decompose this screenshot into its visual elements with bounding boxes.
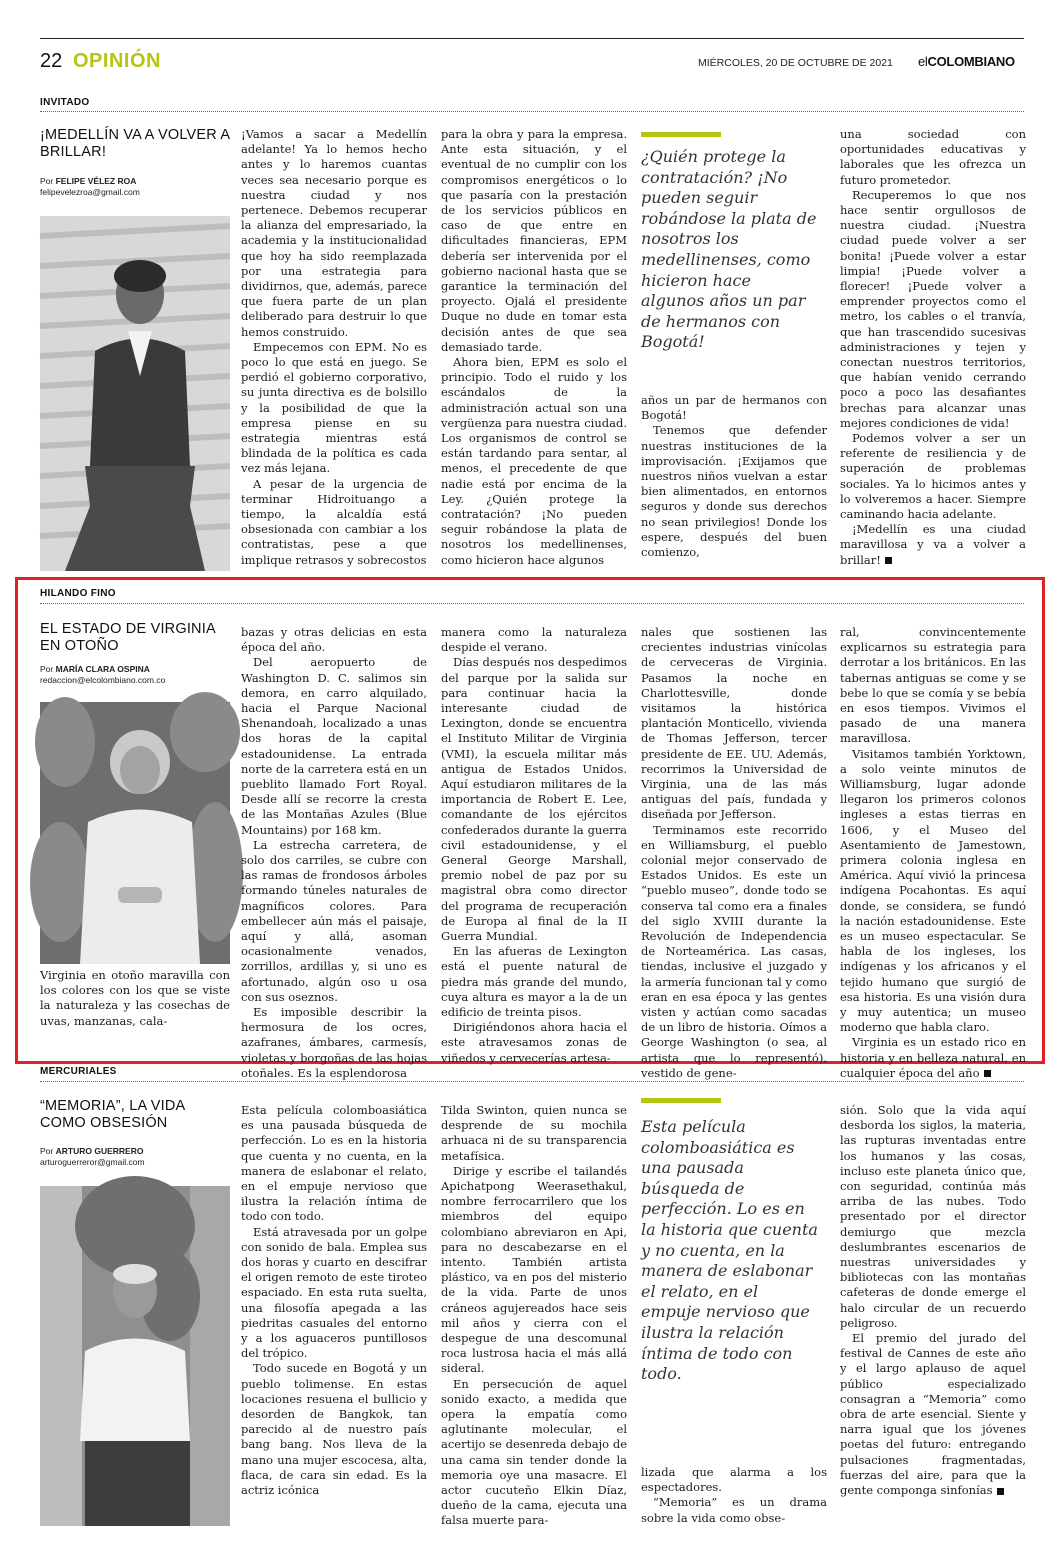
header-rule [40,38,1024,39]
pull-quote: ¿Quién protege la contratación? ¡No pueden seguir robándose la plata de nosotros los medellinenses, como hicieron hace algunos años un par de hermanos con Bogotá! [641,147,817,352]
article2-column-3: nales que sostienen las crecientes industrias vinícolas de cerveceras de Virginia. Pasamos la noche en Charlottesville, donde visitamos la histórica plantación Monticello, vivienda de Thomas Jefferson, tercer presidente de EE. UU. Además, recorrimos la Universidad de Virginia, una de las más antiguas del país, fundada y diseñada por Jefferson. Terminamos este recorrido en Williamsburg, el pueblo colonial mejor conservado de Estados Unidos. Es este un “pueblo museo”, donde todo se conserva tal como era a finales del siglo XVIII durante la Revolución de Independencia de Norteamérica. Las casas, tiendas, inclusive el juzgado y la armería funcionan tal y como eran en esa época y las gentes visten y actúan como sacadas de un libro de historia. Oímos a George Washington (o sea, al artista que lo representó), vestido de gene- [641,625,827,1080]
article-title: ¡MEDELLÍN VA A VOLVER A BRILLAR! [40,127,230,160]
quote-accent-bar [641,132,721,137]
article-byline: Por ARTURO GUERRERO arturoguerreror@gmail.com [40,1146,145,1167]
newspaper-logo: elCOLOMBIANO [918,54,1015,69]
article2-column-4: ral, convincentemente explicarnos su estrategia para derrotar a los británicos. En las tabernas antiguas se come y se bebe lo que se comía y se bebía en esos tiempos. Vivimos el pasado de una manera maravillosa. Visitamos también Yorktown, a solo veinte minutos de Williamsburg, lugar adonde llegaron los primeros colonos ingleses a estas tierras en 1606, y el Museo del Asentamiento de Jamestown, primera colonia inglesa en América. Aquí vivió la princesa indígena Pocahontas. Es aquí donde, se considera, se fundó la nación estadounidense. Este es un museo espectacular. Se habla de los ingleses, los indígenas y los africanos y el tejido humano que surgió de esa historia. Es una visión dura y muy autentica; un museo moderno que habla claro. Virginia es un estado rico en historia y en belleza natural, en cualquier época del año [840,625,1026,1080]
article3-column-4: sión. Solo que la vida aquí desborda los siglos, la materia, las rupturas inventadas entre los humanos y las cosas, incluso este planeta único que, con seguridad, continúa más arriba de las nubes. Todo presentado por el director demiurgo que mezcla deslumbrantes escenarios de nuestras universidades y bibliotecas con las montañas cafeteras de donde emerge el halo circular de un recuerdo peligroso. El premio del jurado del festival de Cannes de este año y el largo aplauso de aquel público especializado consagran a “Memoria” como obra de arte esencial. Siente y narra igual que los jóvenes poetas del futuro: entregando pulsaciones fragmentadas, fuerzas del aire, para que la gente componga sinfonías [840,1103,1026,1498]
author-photo [40,1186,230,1526]
article-byline: Por FELIPE VÉLEZ ROA felipevelezroa@gmail.com [40,176,140,197]
article1-column-1: ¡Vamos a sacar a Medellín adelante! Ya lo hemos hecho antes y lo haremos cuantas veces sea necesario porque es nuestra ciudad y nos pertenece. Debemos recuperar la alianza del empresariado, la academia y la institucionalidad que hoy ha sido reemplazada por una estrategia para dividirnos, que, además, parece que fuera parte de un plan deliberado para destruir lo que hemos construido. Empecemos con EPM. No es poco lo que está en juego. Se perdió el gobierno corporativo, su junta directiva es de bolsillo y la posibilidad de que la empresa piense en su estrategia mientras está blindada de la política es cada vez más lejana. A pesar de la urgencia de terminar Hidroituango a tiempo, la alcaldía está obsesionada con cambiar a los contratistas, pese a que implique retrasos y sobrecostos [241,127,427,567]
article2-column-2: manera como la naturaleza despide el verano. Días después nos despedimos del parque por la salida sur para continuar hacia la interesante ciudad de Lexington, donde se encuentra el Instituto Militar de Virginia (VMI), la escuela militar más antigua de Estados Unidos. Aquí estudiaron militares de la importancia de Robert E. Lee, comandante de los ejércitos confederados durante la guerra civil estadounidense, y el General George Marshall, premio nobel de paz por su magistral obra como director del programa de recuperación de Europa al final de la II Guerra Mundial. En las afueras de Lexington está el puente natural de piedra más grande del mundo, cuya altura es mayor a la de un edificio de treinta pisos. Dirigiéndonos ahora hacia el este atravesamos zonas de viñedos y cervecerías artesa- [441,625,627,1065]
photo-caption: Virginia en otoño maravilla con los colores con los que se viste la naturaleza y las cosechas de uvas, manzanas, cala- [40,968,230,1028]
section-title: OPINIÓN [73,50,161,72]
author-photo [40,702,230,964]
column-label-hilando-fino: HILANDO FINO [40,588,116,599]
end-mark [984,1070,991,1077]
article1-column-3: años un par de hermanos con Bogotá! Tenemos que defender nuestras instituciones de la improvisación. ¡Exijamos que nuestros niños vuelvan a estar bien alimentados, en entornos seguros y donde sus derechos no sean privilegios! Donde los espere, después del buen comienzo, [641,393,827,560]
pull-quote: Esta película colomboasiática es una pausada búsqueda de perfección. Lo es en la historia que cuenta y no cuenta, en la manera de eslabonar el relato, en el empuje nervioso que ilustra la relación íntima de todo con todo. [641,1117,818,1384]
article2-column-1: bazas y otras delicias en esta época del año. Del aeropuerto de Washington D. C. salimos sin demora, en carro alquilado, hacia el Parque Nacional Shenandoah, localizado a unas dos horas de la capital estadounidense. La entrada norte de la carretera está en un pueblito llamado Fort Royal. Desde allí se recorre la cresta de las Montañas Azules (Blue Mountains) por 168 km. La estrecha carretera, de solo dos carriles, se cubre con las ramas de frondosos árboles formando túneles naturales de magníficos colores. Para embellecer aún más el paisaje, aquí y allá, asoman ocasionalmente venados, zorrillos, ardillas y, si uno es afortunado, algún oso u osa con sus oseznos. Es imposible describir la hermosura de los ocres, azafranes, ámbares, carmesís, violetas y borgoñas de las hojas otoñales. Es la esplendorosa [241,625,427,1080]
section-divider [40,1081,1024,1082]
quote-accent-bar [641,1098,721,1103]
column-label-invitado: INVITADO [40,97,90,108]
author-photo [40,216,230,571]
article-byline: Por MARÍA CLARA OSPINA redaccion@elcolombiano.com.co [40,664,166,685]
article3-column-3: lizada que alarma a los espectadores. “Memoria” es un drama sobre la vida como obse- [641,1465,827,1525]
page-number: 22 [40,50,63,72]
article3-column-2: Tilda Swinton, quien nunca se desprende de su mochila arhuaca ni de su transparencia metafísica. Dirige y escribe el tailandés Apichatpong Weerasethakul, nombre ferrocarrilero que los miembros del equipo colombiano abreviaron en Api, para no descabezarse en el intento. También artista plástico, va en pos del misterio de la vida. Parte de unos cráneos agujereados hace seis mil años y cierra con el despegue de una descomunal roca lustrosa hacia el más allá sideral. En persecución de aquel sonido exacto, a medida que opera la empatía como aglutinante molecular, el acertijo se desenreda debajo de una cama sin tender donde la memoria oye una masacre. El actor cucuteño Elkin Díaz, dueño de la cama, ejecuta una falsa muerte para- [441,1103,627,1528]
article1-column-4: una sociedad con oportunidades educativas y laborales que les ofrezca un futuro prometedor. Recuperemos lo que nos hace sentir orgullosos de nuestra ciudad. ¡Nuestra ciudad puede volver a ser bonita! ¡Puede volver a estar limpia! ¡Puede volver a florecer! ¡Puede volver a emprender proyectos como el metro, los cables o el tranvía, que han trascendido sucesivas administraciones y tejen y conectan nuestros territorios, que habían venido cerrando poco a poco las desafiantes brechas para alcanzar unas mejores condiciones de vida! Podemos volver a ser un referente de resiliencia y de superación de problemas sociales. Ya lo hicimos antes y lo volveremos a hacer. Siempre caminando hacia adelante. ¡Medellín es una ciudad maravillosa y va a volver a brillar! [840,127,1026,567]
article-title: “MEMORIA”, LA VIDA COMO OBSESIÓN [40,1098,185,1131]
column-label-mercuriales: MERCURIALES [40,1066,117,1077]
article3-column-1: Esta película colomboasiática es una pausada búsqueda de perfección. Lo es en la historia que cuenta y no cuenta, en la manera de eslabonar el relato, en el empuje nervioso que ilustra la relación íntima de todo con todo. Está atravesada por un golpe con sonido de bala. Emplea sus dos horas y cuarto en descifrar el origen remoto de este tiroteo espaciado. En esta ruta suelta, una filosofía apegada a las piedritas casuales del entorno y a los aguaceros puntillosos del trópico. Todo sucede en Bogotá y un pueblo tolimense. En estas locaciones resuena el bullicio y desorden de Bangkok, tan parecido al de nuestro país bang bang. Nos lleva de la mano una mujer escocesa, alta, flaca, de cara sin edad. Es la actriz icónica [241,1103,427,1498]
section-divider [40,603,1024,604]
article1-column-2: para la obra y para la empresa. Ante esta situación, y el eventual de no cumplir con los compromisos energéticos o lo que pasaría con la prestación de los servicios públicos en caso de que entre en dificultades financieras, EPM debería ser intervenida por el gobierno nacional hasta que se garantice la terminación del proyecto. Ojalá el presidente Duque no dude en tomar esta decisión antes de que sea demasiado tarde. Ahora bien, EPM es solo el principio. Todo el ruido y los escándalos de la administración actual son una vergüenza para nuestra ciudad. Los organismos de control se están tardando para sentar, al menos, el precedente de que nadie está por encima de la Ley. ¿Quién protege la contratación? ¡No pueden seguir robándose la plata de nosotros los medellinenses, como hicieron hace algunos [441,127,627,567]
end-mark [997,1488,1004,1495]
end-mark [885,557,892,564]
article-title: EL ESTADO DE VIRGINIA EN OTOÑO [40,621,216,654]
section-divider [40,111,1024,112]
issue-date: MIÉRCOLES, 20 DE OCTUBRE DE 2021 [698,57,893,69]
